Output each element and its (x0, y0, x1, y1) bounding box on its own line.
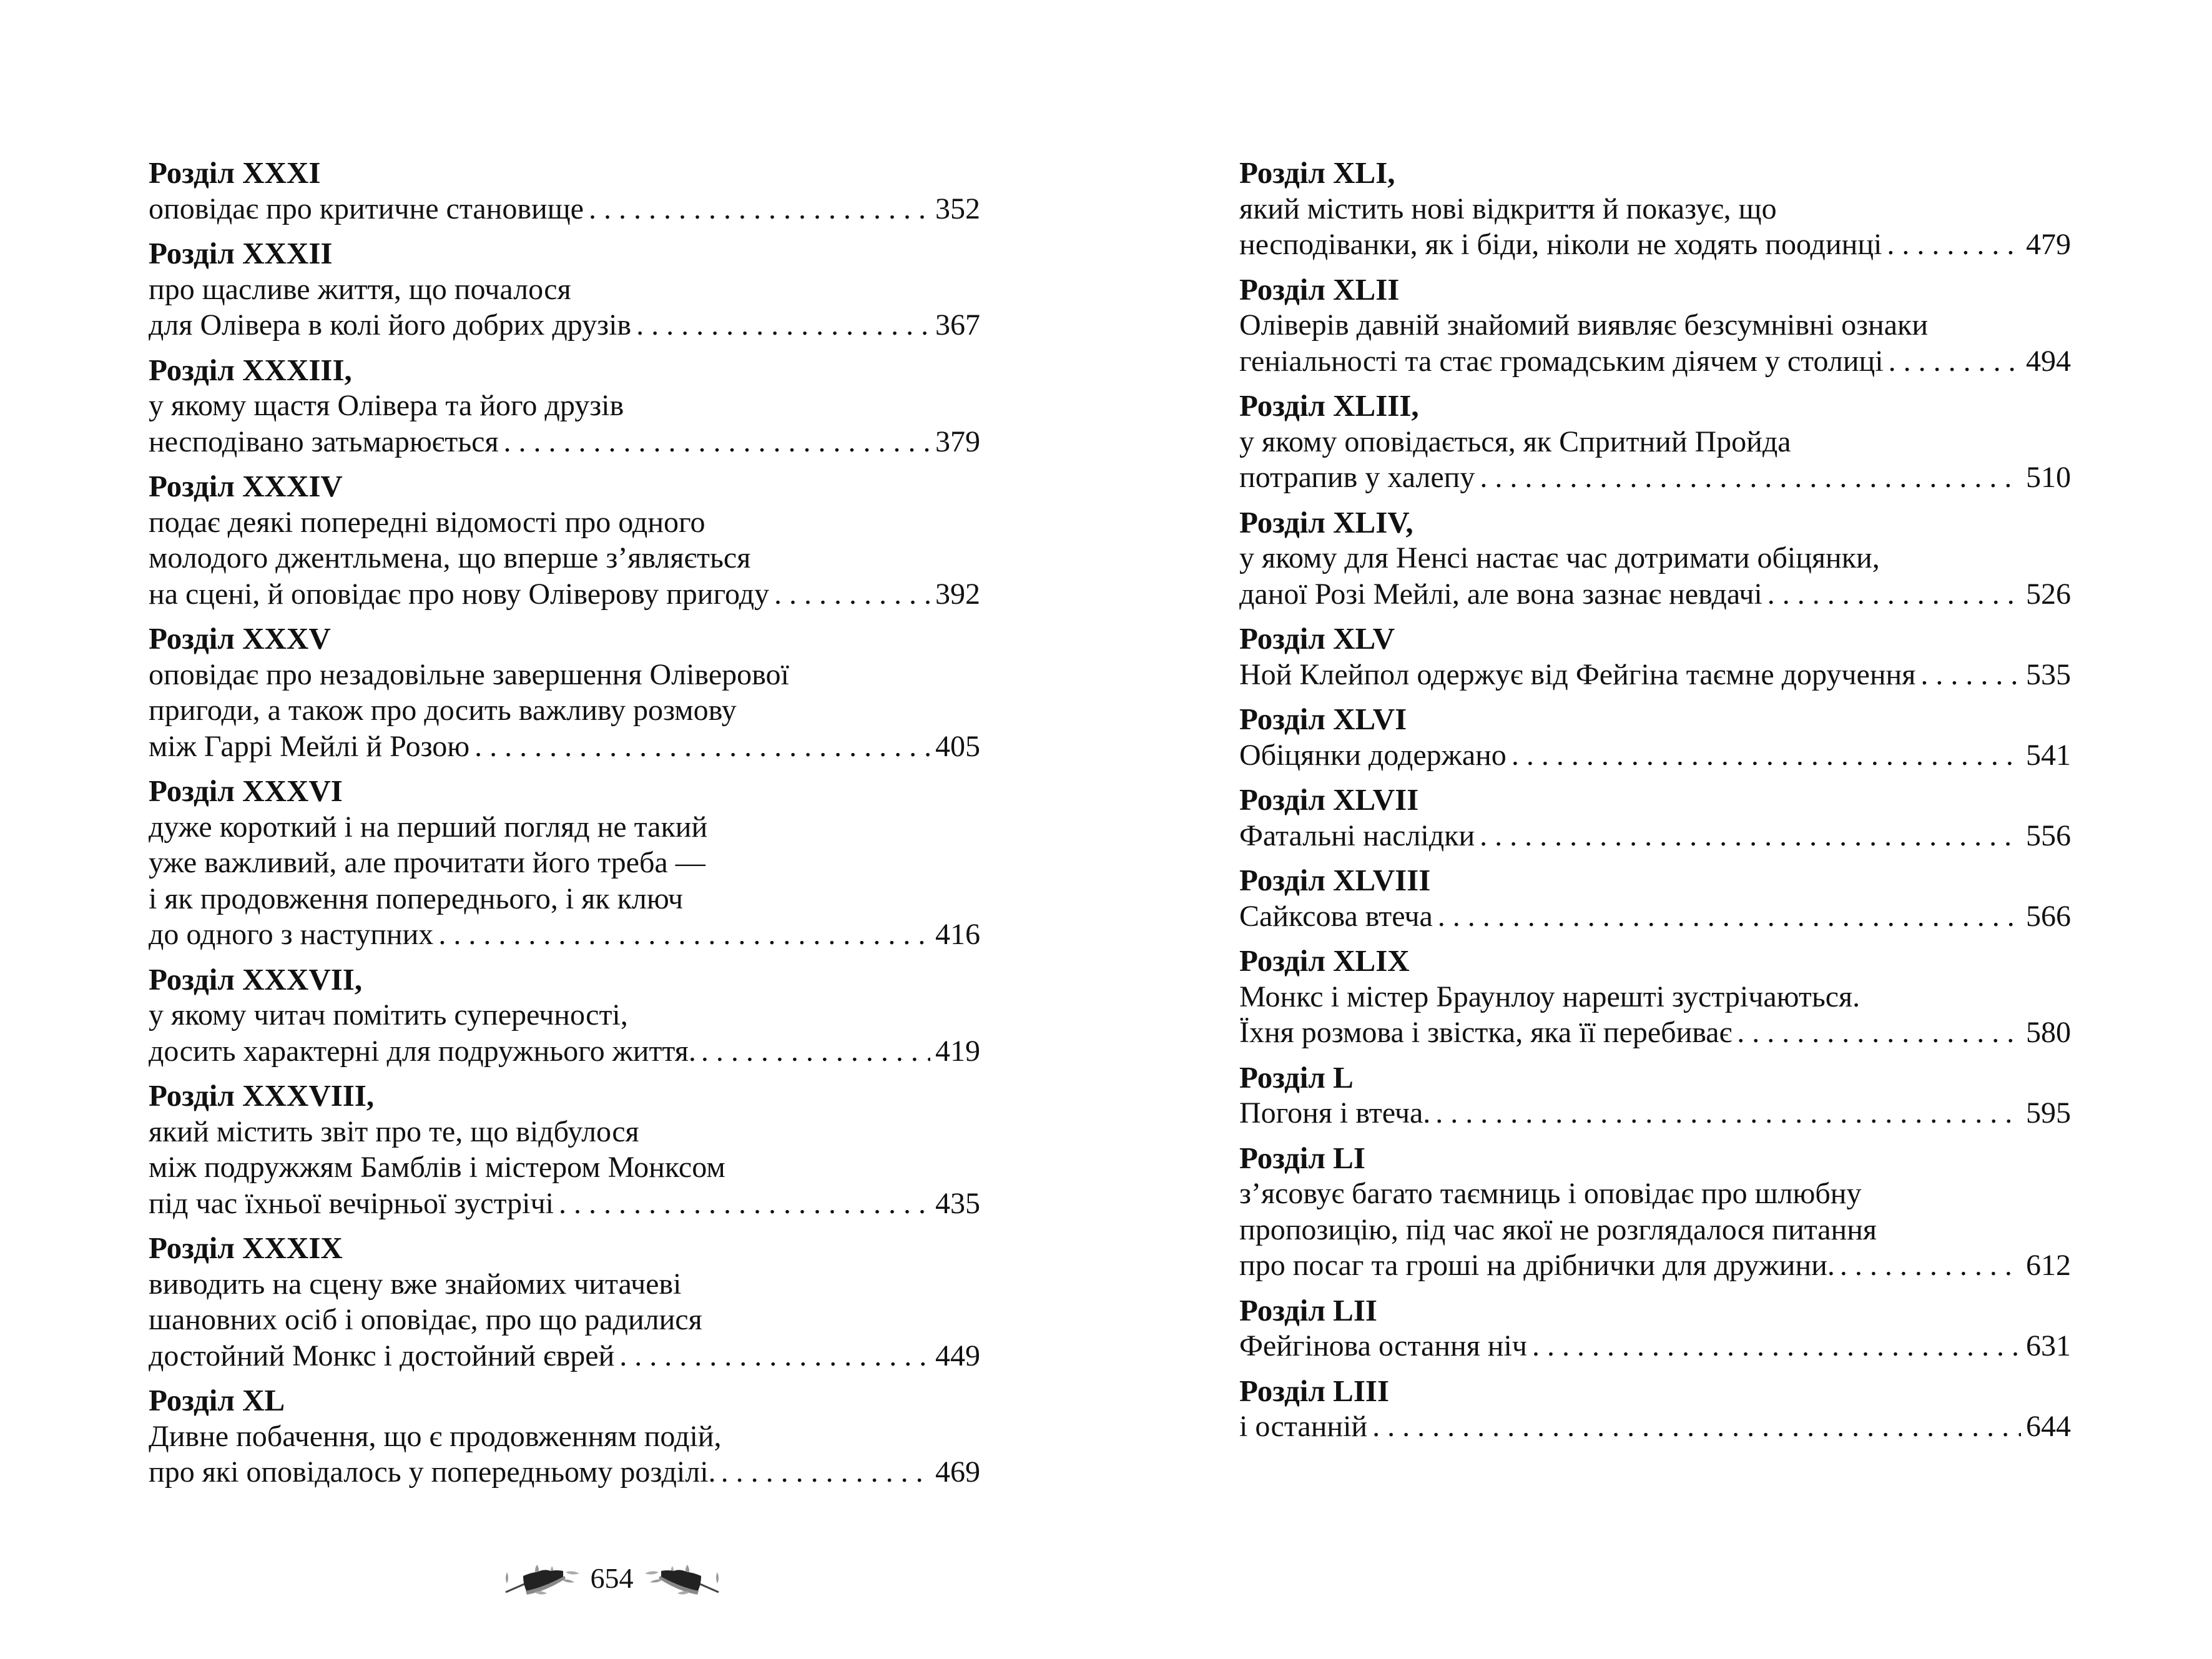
dot-leader (1438, 898, 2021, 935)
chapter-description-line: до одного з наступних (149, 918, 434, 951)
chapter-heading: Розділ XXXVI (149, 774, 343, 808)
toc-leader-line (1239, 657, 2071, 693)
page-reference: 352 (935, 192, 980, 225)
page-reference: 580 (2026, 1016, 2071, 1049)
chapter-description-line: пропозицію, під час якої не розглядалося питання (1239, 1213, 1877, 1246)
chapter-description-line: Обіцянки додержано (1239, 738, 1507, 772)
toc-entry (149, 352, 980, 460)
chapter-description-line: Фатальні наслідки (1239, 819, 1475, 852)
page-reference: 556 (2026, 819, 2071, 852)
chapter-description-line: достойний Монкс і достойний єврей (149, 1339, 615, 1372)
chapter-description-line: оповідає про критичне становище (149, 192, 584, 225)
toc-entry (1239, 621, 2071, 692)
chapter-heading: Розділ XLVI (1239, 702, 1407, 736)
chapter-heading: Розділ XXXIV (149, 469, 343, 503)
toc-leader-line (149, 307, 980, 343)
page-reference: 644 (2026, 1410, 2071, 1443)
toc-entry (149, 1382, 980, 1490)
chapter-description-line: оповідає про незадовільне завершення Оліверової (149, 657, 789, 691)
chapter-description-line: Погоня і втеча. (1239, 1096, 1431, 1130)
dot-leader (1435, 1095, 2021, 1131)
chapter-heading: Розділ XLI, (1239, 155, 1395, 190)
page-reference: 435 (935, 1186, 980, 1220)
chapter-heading: Розділ XLIII, (1239, 388, 1419, 423)
chapter-description-line: уже важливий, але прочитати його треба — (149, 846, 705, 879)
chapter-heading: Розділ XLIV, (1239, 505, 1413, 539)
chapter-description-line: подає деякі попередні відомості про одного (149, 505, 705, 539)
page-reference: 535 (2026, 657, 2071, 691)
page-reference: 449 (935, 1339, 980, 1372)
chapter-description-line: про які оповідалось у попередньому розділі. (149, 1455, 716, 1489)
dot-leader (1920, 657, 2021, 693)
chapter-description-line: з’ясовує багато таємниць і оповідає про шлюбну (1239, 1177, 1862, 1210)
chapter-heading: Розділ XXXI (149, 155, 321, 190)
chapter-heading: Розділ XXXIX (149, 1231, 343, 1265)
toc-leader-line (149, 1338, 980, 1374)
chapter-description-line: геніальності та стає громадським діячем у столиці (1239, 344, 1884, 378)
toc-entry (149, 468, 980, 612)
page-reference: 419 (935, 1034, 980, 1068)
toc-leader-line (1239, 1409, 2071, 1445)
dot-leader (474, 729, 930, 765)
toc-leader-line (1239, 227, 2071, 263)
dot-leader (1840, 1248, 2021, 1284)
chapter-description-line: у якому для Ненсі настає час дотримати обіцянки, (1239, 541, 1880, 574)
toc-entry (149, 962, 980, 1070)
toc-entry (149, 1230, 980, 1374)
toc-entry (1239, 782, 2071, 854)
page-reference: 469 (935, 1455, 980, 1489)
chapter-heading: Розділ XLV (1239, 621, 1395, 656)
chapter-description-line: молодого джентльмена, що вперше з’являється (149, 541, 751, 574)
toc-entry (149, 621, 980, 764)
toc-entry (1239, 1292, 2071, 1364)
dot-leader (504, 424, 930, 460)
toc-entry (1239, 388, 2071, 496)
page-reference: 631 (2026, 1329, 2071, 1362)
toc-left-column (149, 155, 980, 1499)
toc-leader-line (149, 576, 980, 613)
chapter-description-line: Оліверів давній знайомий виявляє безсумнівні ознаки (1239, 308, 1929, 342)
chapter-description-line: у якому читач помітить суперечності, (149, 998, 628, 1031)
chapter-description-line: досить характерні для подружнього життя. (149, 1034, 696, 1068)
dot-leader (636, 307, 930, 343)
toc-entry (1239, 862, 2071, 934)
chapter-heading: Розділ XLVII (1239, 782, 1419, 817)
page-number: 654 (590, 1562, 634, 1594)
chapter-description-line: про щасливе життя, що почалося (149, 272, 571, 306)
toc-entry (1239, 272, 2071, 380)
dot-leader (701, 1033, 930, 1070)
toc-entry (149, 155, 980, 227)
chapter-description-line: про посаг та гроші на дрібнички для дружини. (1239, 1249, 1835, 1282)
chapter-description-line: і як продовження попереднього, і як ключ (149, 882, 684, 915)
chapter-description-line: який містить нові відкриття й показує, що (1239, 192, 1777, 225)
page-reference: 405 (935, 729, 980, 763)
page-reference: 379 (935, 425, 980, 458)
dot-leader (559, 1186, 930, 1222)
toc-leader-line (1239, 1328, 2071, 1364)
toc-entry (149, 1078, 980, 1221)
toc-leader-line (1239, 576, 2071, 613)
page-reference: 392 (935, 577, 980, 611)
chapter-description-line: Сайксова втеча (1239, 899, 1433, 933)
chapter-description-line: Дивне побачення, що є продовженням подій, (149, 1419, 722, 1453)
dot-leader (721, 1454, 930, 1490)
page-reference: 416 (935, 918, 980, 951)
right-ornament-icon (642, 1560, 724, 1597)
chapter-heading: Розділ XL (149, 1383, 285, 1417)
toc-leader-line (149, 917, 980, 953)
chapter-description-line: у якому щастя Олівера та його друзів (149, 389, 624, 422)
toc-entry (149, 235, 980, 343)
page-reference: 541 (2026, 738, 2071, 772)
chapter-description-line: шановних осіб і оповідає, про що радилися (149, 1303, 702, 1336)
toc-leader-line (149, 1186, 980, 1222)
dot-leader (1480, 818, 2021, 854)
page-reference: 479 (2026, 228, 2071, 261)
chapter-heading: Розділ XXXVII, (149, 962, 363, 997)
toc-entry (1239, 1140, 2071, 1284)
dot-leader (438, 917, 930, 953)
chapter-description-line: між подружжям Бамблів і містером Монксом (149, 1151, 725, 1184)
page-folio (450, 1553, 774, 1603)
toc-leader-line (149, 1454, 980, 1490)
toc-leader-line (1239, 818, 2071, 854)
page-reference: 494 (2026, 344, 2071, 378)
dot-leader (1480, 460, 2021, 496)
chapter-description-line: даної Розі Мейлі, але вона зазнає невдачі (1239, 577, 1762, 611)
chapter-description-line: несподівано затьмарюється (149, 425, 499, 458)
toc-leader-line (149, 729, 980, 765)
chapter-heading: Розділ LI (1239, 1140, 1365, 1175)
chapter-description-line: виводить на сцену вже знайомих читачеві (149, 1267, 682, 1301)
dot-leader (774, 576, 930, 613)
chapter-heading: Розділ XXXVIII, (149, 1078, 375, 1113)
toc-entry (1239, 155, 2071, 263)
chapter-heading: Розділ XLIX (1239, 943, 1410, 978)
dot-leader (1889, 343, 2021, 380)
chapter-description-line: несподіванки, як і біди, ніколи не ходять поодинці (1239, 228, 1882, 261)
chapter-heading: Розділ XXXII (149, 236, 333, 270)
chapter-description-line: між Гаррі Мейлі й Розою (149, 729, 470, 763)
dot-leader (1512, 737, 2021, 774)
toc-entry (1239, 1373, 2071, 1445)
chapter-heading: Розділ XXXIII, (149, 352, 352, 387)
chapter-heading: Розділ LII (1239, 1292, 1377, 1327)
toc-entry (1239, 505, 2071, 613)
chapter-description-line: і останній (1239, 1410, 1368, 1443)
toc-leader-line (149, 424, 980, 460)
dot-leader (1372, 1409, 2021, 1445)
chapter-description-line: Монкс і містер Браунлоу нарешті зустрічаються. (1239, 980, 1861, 1013)
chapter-heading: Розділ XLII (1239, 272, 1400, 307)
page-reference: 595 (2026, 1096, 2071, 1130)
chapter-description-line: Ной Клейпол одержує від Фейгіна таємне доручення (1239, 657, 1916, 691)
chapter-description-line: Фейгінова остання ніч (1239, 1329, 1527, 1362)
toc-leader-line (1239, 343, 2071, 380)
left-ornament-icon (501, 1560, 582, 1597)
toc-leader-line (149, 1033, 980, 1070)
toc-entry (149, 773, 980, 953)
chapter-heading: Розділ LIII (1239, 1373, 1390, 1408)
dot-leader (1737, 1015, 2021, 1051)
toc-leader-line (1239, 898, 2071, 935)
dot-leader (619, 1338, 930, 1374)
page-reference: 510 (2026, 461, 2071, 494)
toc-leader-line (1239, 1248, 2071, 1284)
toc-leader-line (1239, 737, 2071, 774)
dot-leader (589, 191, 930, 227)
page-reference: 526 (2026, 577, 2071, 611)
dot-leader (1887, 227, 2021, 263)
toc-leader-line (149, 191, 980, 227)
page-reference: 566 (2026, 899, 2071, 933)
toc-entry (1239, 701, 2071, 773)
page-reference: 367 (935, 308, 980, 342)
page-reference: 612 (2026, 1249, 2071, 1282)
chapter-description-line: який містить звіт про те, що відбулося (149, 1115, 639, 1148)
toc-leader-line (1239, 1095, 2071, 1131)
toc-leader-line (1239, 460, 2071, 496)
chapter-heading: Розділ XLVIII (1239, 863, 1431, 897)
chapter-description-line: потрапив у халепу (1239, 461, 1475, 494)
chapter-description-line: пригоди, а також про досить важливу розмову (149, 694, 737, 727)
toc-right-column (1239, 155, 2071, 1454)
toc-entry (1239, 1060, 2071, 1131)
dot-leader (1767, 576, 2021, 613)
chapter-description-line: на сцені, й оповідає про нову Оліверову пригоду (149, 577, 769, 611)
chapter-description-line: дуже короткий і на перший погляд не такий (149, 810, 708, 844)
toc-entry (1239, 943, 2071, 1051)
dot-leader (1532, 1328, 2021, 1364)
chapter-heading: Розділ XXXV (149, 621, 331, 656)
chapter-heading: Розділ L (1239, 1060, 1354, 1095)
chapter-description-line: для Олівера в колі його добрих друзів (149, 308, 632, 342)
toc-leader-line (1239, 1015, 2071, 1051)
chapter-description-line: Їхня розмова і звістка, яка її перебиває (1239, 1016, 1733, 1049)
chapter-description-line: у якому оповідається, як Спритний Пройда (1239, 425, 1791, 458)
chapter-description-line: під час їхньої вечірньої зустрічі (149, 1186, 554, 1220)
